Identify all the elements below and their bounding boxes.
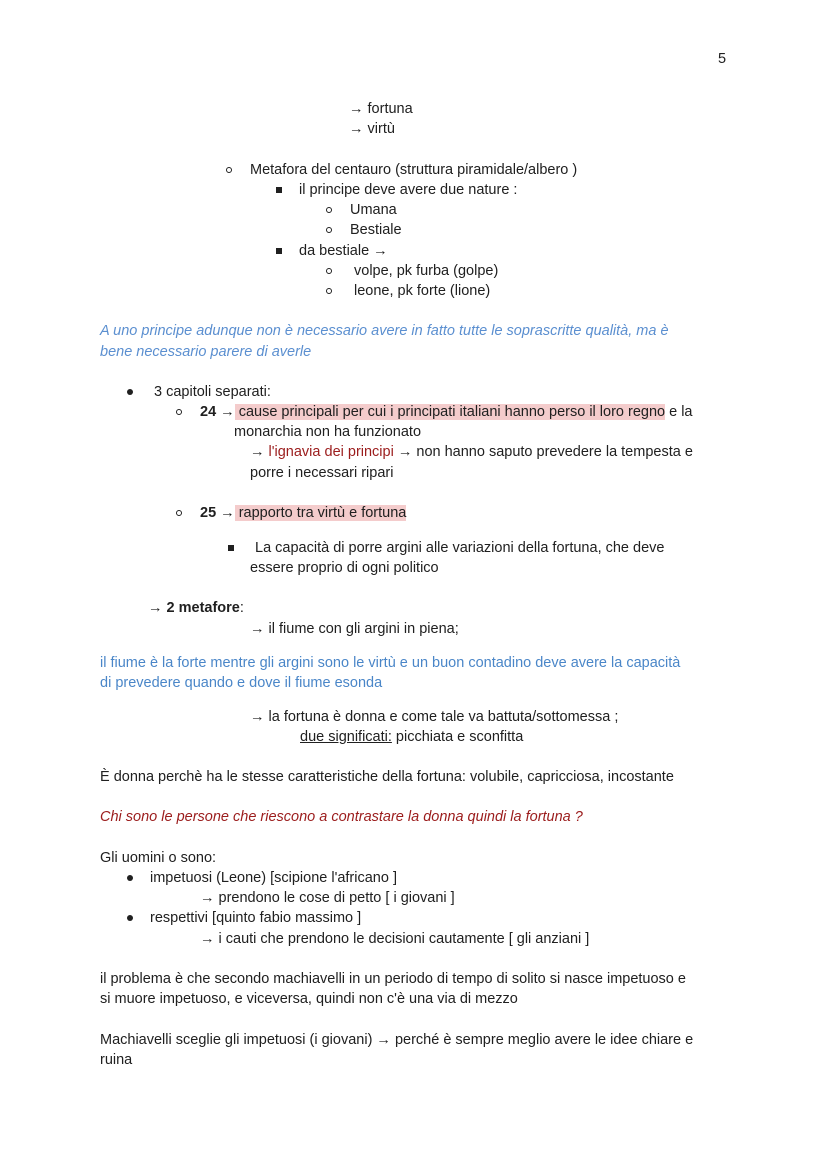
list-item: → virtù [349, 121, 395, 137]
list-item: → fortuna [349, 101, 413, 117]
paragraph: Machiavelli sceglie gli impetuosi (i giovani) → perché è sempre meglio avere le idee chiare e [100, 1032, 694, 1048]
square-bullet-icon [276, 248, 282, 254]
bold-text: 2 metafore [166, 600, 240, 616]
list-item: → i cauti che prendono le decisioni cautamente [ gli anziani ] [200, 931, 590, 947]
arrow-text: → [216, 505, 235, 521]
square-bullet-icon [228, 545, 234, 551]
paragraph: si muore impetuoso, e viceversa, quindi non c'è una via di mezzo [100, 991, 518, 1007]
disc-bullet-icon [127, 915, 133, 921]
highlighted-text: rapporto tra virtù e fortuna [234, 505, 407, 521]
metafore-heading [148, 598, 244, 618]
circle-bullet-icon [326, 288, 332, 294]
line-text: : [239, 600, 244, 616]
chapter-number: 24 [200, 404, 217, 420]
list-item: monarchia non ha funzionato [234, 424, 422, 440]
line-text: → non hanno saputo prevedere la tempesta e [393, 444, 693, 460]
note-line: il fiume è la forte mentre gli argini sono le virtù e un buon contadino deve avere la capacità [100, 655, 681, 671]
circle-bullet-icon [326, 268, 332, 274]
list-item: il principe deve avere due nature : [299, 182, 518, 198]
paragraph: ruina [100, 1052, 133, 1068]
paragraph: È donna perchè ha le stesse caratteristiche della fortuna: volubile, capricciosa, incostante [100, 769, 674, 785]
list-item: respettivi [quinto fabio massimo ] [150, 910, 362, 926]
red-text: l'ignavia dei principi [268, 444, 394, 460]
list-item: Metafora del centauro (struttura piramidale/albero ) [250, 162, 578, 178]
significati-line [300, 727, 523, 747]
chapter-24-line [200, 402, 693, 422]
arrow-text: → [148, 600, 167, 616]
arrow-text: → [216, 404, 235, 420]
square-bullet-icon [276, 187, 282, 193]
chapter-25-line [200, 503, 406, 523]
list-item: volpe, pk furba (golpe) [354, 263, 499, 279]
highlighted-text: cause principali per cui i principati italiani hanno perso il loro regno [234, 404, 666, 420]
list-item: impetuosi (Leone) [scipione l'africano ] [150, 870, 397, 886]
circle-bullet-icon [326, 207, 332, 213]
note-line: di prevedere quando e dove il fiume esonda [100, 675, 383, 691]
list-item: → la fortuna è donna e come tale va battuta/sottomessa ; [250, 709, 619, 725]
ignavia-line [250, 442, 693, 462]
question-line: Chi sono le persone che riescono a contrastare la donna quindi la fortuna ? [100, 809, 583, 825]
arrow-text: → [250, 444, 269, 460]
paragraph: il problema è che secondo machiavelli in un periodo di tempo di solito si nasce impetuoso e [100, 971, 686, 987]
paragraph: Gli uomini o sono: [100, 850, 217, 866]
circle-bullet-icon [326, 227, 332, 233]
list-item: Umana [350, 202, 397, 218]
quote-line: bene necessario parere di averle [100, 344, 312, 360]
disc-bullet-icon [127, 389, 133, 395]
circle-bullet-icon [226, 167, 232, 173]
list-item: porre i necessari ripari [250, 465, 394, 481]
list-item: → il fiume con gli argini in piena; [250, 621, 459, 637]
page-number: 5 [718, 51, 727, 67]
circle-bullet-icon [176, 510, 182, 516]
list-item: 3 capitoli separati: [154, 384, 271, 400]
list-item: La capacità di porre argini alle variazioni della fortuna, che deve [255, 540, 665, 556]
disc-bullet-icon [127, 875, 133, 881]
list-item: → prendono le cose di petto [ i giovani ] [200, 890, 455, 906]
list-item: leone, pk forte (lione) [354, 283, 491, 299]
circle-bullet-icon [176, 409, 182, 415]
list-item: essere proprio di ogni politico [250, 560, 439, 576]
line-text: e la [665, 404, 693, 420]
list-item: da bestiale → [299, 243, 388, 259]
chapter-number: 25 [200, 505, 217, 521]
list-item: Bestiale [350, 222, 402, 238]
quote-line: A uno principe adunque non è necessario avere in fatto tutte le soprascritte qualità, ma è [100, 323, 669, 339]
line-text: picchiata e sconfitta [391, 729, 524, 745]
underlined-text: due significati: [300, 729, 392, 745]
